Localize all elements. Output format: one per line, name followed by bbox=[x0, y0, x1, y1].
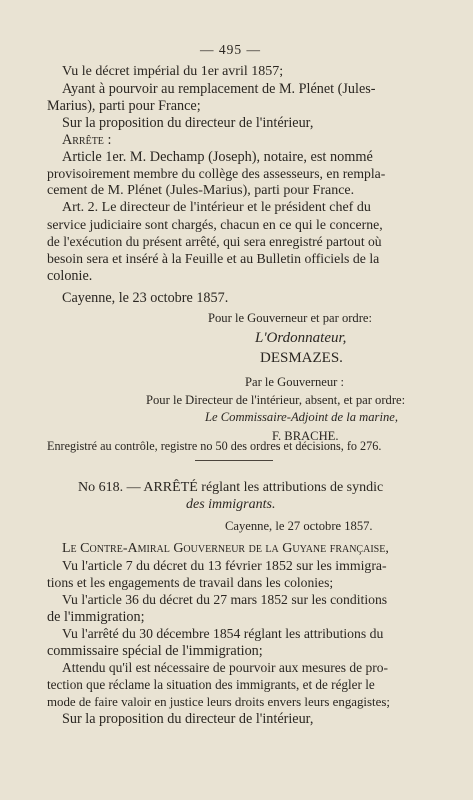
signature-line: Pour le Gouverneur et par ordre: bbox=[208, 311, 373, 325]
text-line: Arrête : bbox=[62, 132, 112, 148]
date-line: Cayenne, le 27 octobre 1857. bbox=[225, 519, 373, 533]
text-line: Attendu qu'il est nécessaire de pourvoir aux mesures de pro- bbox=[62, 660, 388, 675]
text-line: Vu l'article 7 du décret du 13 février 1852 sur les immigra- bbox=[62, 558, 387, 573]
text-line: Sur la proposition du directeur de l'intérieur, bbox=[62, 711, 314, 727]
text-line: Marius), parti pour France; bbox=[47, 98, 201, 114]
text-line: Le Contre-Amiral Gouverneur de la Guyane française, bbox=[62, 541, 389, 556]
text-line: Vu le décret impérial du 1er avril 1857; bbox=[62, 64, 284, 79]
text-line: Sur la proposition du directeur de l'intérieur, bbox=[62, 115, 314, 131]
text-line: service judiciaire sont chargés, chacun en ce qui le concerne, bbox=[47, 217, 383, 232]
registration-line: Enregistré au contrôle, registre no 50 des ordres et décisions, fo 276. bbox=[47, 439, 382, 453]
text-line: cement de M. Plénet (Jules-Marius), parti pour France. bbox=[47, 183, 355, 198]
date-line: Cayenne, le 23 octobre 1857. bbox=[62, 290, 229, 306]
text-line: commissaire spécial de l'immigration; bbox=[47, 643, 263, 659]
text-line: tions et les engagements de travail dans les colonies; bbox=[47, 575, 334, 590]
text-line: de l'immigration; bbox=[47, 609, 145, 625]
text-line: colonie. bbox=[47, 268, 93, 284]
section-divider bbox=[195, 460, 273, 461]
text-line: mode de faire valoir en justice leurs droits envers leurs engagistes; bbox=[47, 695, 390, 709]
text-line: Vu l'arrêté du 30 décembre 1854 réglant les attributions du bbox=[62, 626, 384, 641]
signature-title: Le Commissaire-Adjoint de la marine, bbox=[205, 410, 398, 424]
text-line: Art. 2. Le directeur de l'intérieur et le président chef du bbox=[62, 200, 371, 215]
signature-name: F. BRACHE. bbox=[272, 429, 339, 443]
text-line: Ayant à pourvoir au remplacement de M. Plénet (Jules- bbox=[62, 81, 376, 97]
text-line: besoin sera et inséré à la Feuille et au Bulletin officiels de la bbox=[47, 251, 380, 266]
text-line: tection que réclame la situation des immigrants, et de régler le bbox=[47, 677, 375, 692]
text-line: Vu l'article 36 du décret du 27 mars 1852 sur les conditions bbox=[62, 592, 388, 607]
text-line: de l'exécution du présent arrêté, qui sera enregistré partout où bbox=[47, 234, 382, 249]
signature-title: L'Ordonnateur, bbox=[255, 330, 347, 346]
signature-line: Pour le Directeur de l'intérieur, absent, et par ordre: bbox=[146, 393, 406, 407]
page-number: — 495 — bbox=[200, 42, 261, 57]
text-line: Article 1er. M. Dechamp (Joseph), notaire, est nommé bbox=[62, 149, 373, 165]
decree-heading: No 618. — ARRÊTÉ réglant les attributions de syndic bbox=[78, 480, 384, 495]
signature-name: DESMAZES. bbox=[260, 350, 343, 366]
signature-line: Par le Gouverneur : bbox=[245, 375, 344, 389]
text-line: provisoirement membre du collège des assesseurs, en rempla- bbox=[47, 166, 386, 181]
decree-heading: des immigrants. bbox=[186, 497, 276, 512]
